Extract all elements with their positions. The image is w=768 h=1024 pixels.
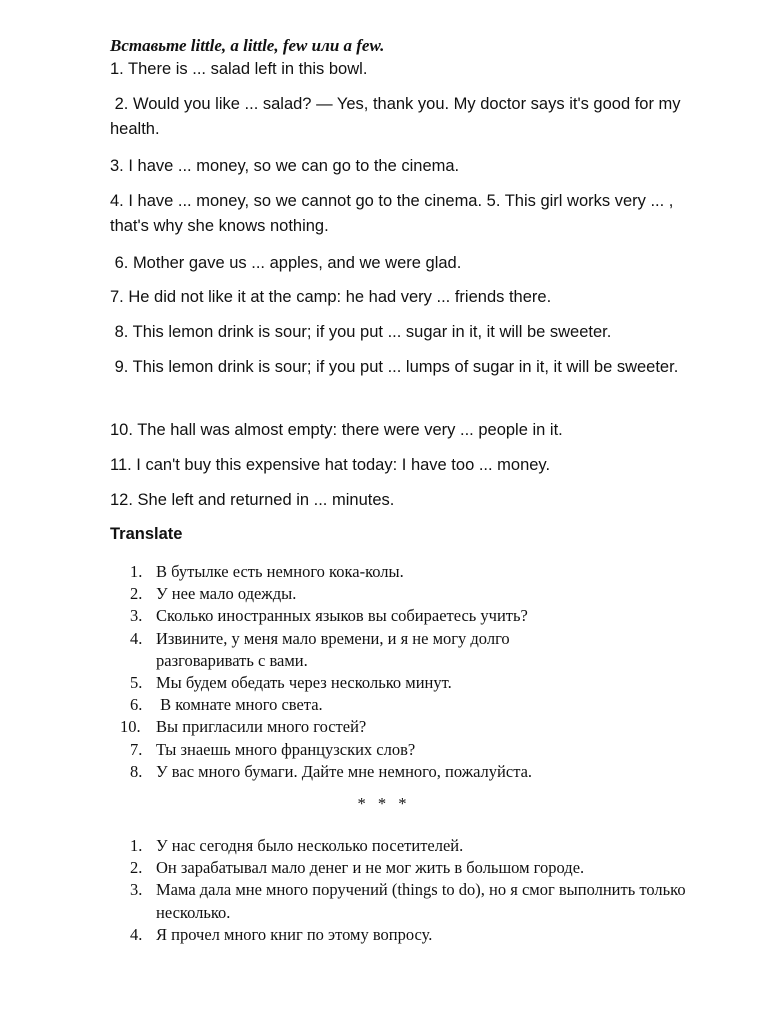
- list-item-number: 5.: [130, 673, 143, 693]
- exercise-item-2: 2. Would you like ... salad? — Yes, thank you. My doctor says it's good for my health.: [110, 95, 686, 138]
- translate-list-2: [130, 835, 720, 946]
- list-item: [130, 561, 720, 583]
- exercise-item-7: 7. He did not like it at the camp: he had very ... friends there.: [110, 288, 552, 306]
- list-item: [130, 879, 720, 923]
- list-item-text: У нас сегодня было несколько посетителей.: [156, 836, 464, 855]
- list-item: [130, 605, 720, 627]
- section-separator: * * *: [357, 794, 411, 813]
- list-item-number: 4.: [130, 628, 143, 648]
- list-item-text: У нее мало одежды.: [156, 584, 297, 604]
- list-item-number: 7.: [130, 739, 143, 759]
- exercise-item-1: 1. There is ... salad left in this bowl.: [110, 60, 368, 78]
- list-item-number: 6.: [130, 695, 143, 715]
- list-item-number: 3.: [130, 880, 143, 900]
- list-item-number: 10.: [120, 717, 141, 737]
- list-item: [130, 628, 720, 672]
- exercise-heading: Вставьте little, a little, few или a few.: [110, 36, 385, 55]
- translate-title: Translate: [110, 525, 183, 543]
- list-item-text: В комнате много света.: [156, 695, 323, 715]
- list-item-text: Я прочел много книг по этому вопросу.: [156, 924, 433, 944]
- list-item-text: Извините, у меня мало времени, и я не могу долго разговаривать с вами.: [156, 628, 510, 670]
- list-item-number: 8.: [130, 761, 143, 781]
- exercise-item-6: 6. Mother gave us ... apples, and we were glad.: [110, 254, 462, 272]
- list-item: [130, 583, 720, 605]
- list-item: [130, 835, 720, 857]
- list-item-number: 1.: [130, 562, 143, 581]
- list-item-number: 2.: [130, 858, 143, 878]
- list-item: [130, 672, 720, 694]
- list-item-text: Сколько иностранных языков вы собираетесь учить?: [156, 606, 528, 626]
- list-item-text: Он зарабатывал мало денег и не мог жить в большом городе.: [156, 858, 585, 878]
- list-item-text: Мама дала мне много поручений (things to do), но я смог выполнить только несколько.: [156, 880, 686, 922]
- exercise-item-10: 10. The hall was almost empty: there were very ... people in it.: [110, 421, 563, 439]
- list-item: [120, 716, 720, 738]
- exercise-item-9: 9. This lemon drink is sour; if you put ... lumps of sugar in it, it will be sweeter.: [110, 358, 679, 376]
- list-item-text: Ты знаешь много французских слов?: [156, 739, 416, 759]
- list-item-number: 3.: [130, 606, 143, 626]
- list-item-number: 4.: [130, 924, 143, 944]
- exercise-item-3: 3. I have ... money, so we can go to the cinema.: [110, 157, 460, 175]
- exercise-item-11: 11. I can't buy this expensive hat today: I have too ... money.: [110, 456, 551, 474]
- list-item: [130, 739, 720, 761]
- list-item-text: Мы будем обедать через несколько минут.: [156, 673, 452, 693]
- list-item-text: В бутылке есть немного кока-колы.: [156, 562, 404, 581]
- list-item-text: Вы пригласили много гостей?: [156, 717, 367, 737]
- list-item-number: 2.: [130, 584, 143, 604]
- list-item: [130, 924, 720, 946]
- exercise-item-4: 4. I have ... money, so we cannot go to the cinema. 5. This girl works very ... , that's why she knows nothing.: [110, 192, 678, 235]
- list-item-text: У вас много бумаги. Дайте мне немного, пожалуйста.: [156, 761, 533, 781]
- exercise-item-12: 12. She left and returned in ... minutes.: [110, 491, 395, 509]
- list-item: [130, 761, 720, 783]
- list-item-number: 1.: [130, 836, 143, 855]
- list-item: [130, 857, 720, 879]
- exercise-item-8: 8. This lemon drink is sour; if you put ... sugar in it, it will be sweeter.: [110, 323, 612, 341]
- translate-list: [120, 561, 720, 783]
- list-item: [130, 694, 720, 716]
